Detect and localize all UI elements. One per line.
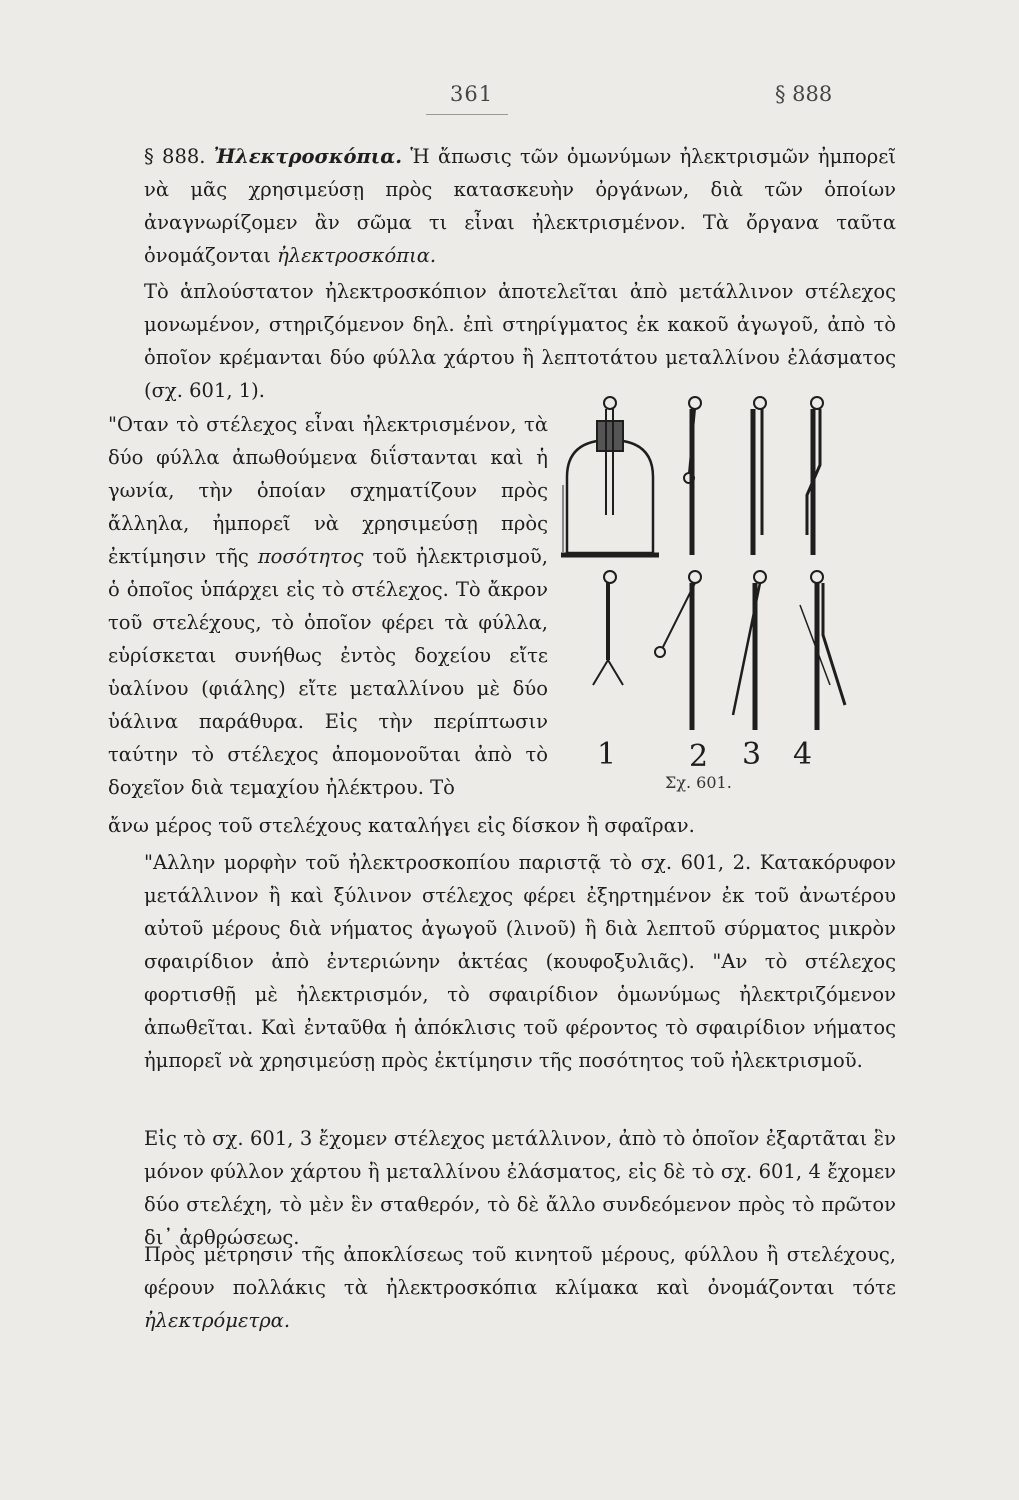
section-title: Ἠλεκτροσκόπια. bbox=[213, 145, 402, 168]
paragraph-stem-top: ἄνω μέρος τοῦ στελέχους καταλήγει εἰς δίσκον ἢ σφαῖραν. bbox=[108, 814, 695, 837]
intro-italic-term: ἠλεκτροσκόπια. bbox=[277, 244, 437, 267]
electroscope-3-charged bbox=[733, 571, 766, 730]
electroscope-4-jointed bbox=[807, 397, 823, 555]
electroscope-2-thread bbox=[684, 397, 701, 555]
figure-label-2: 2 bbox=[689, 739, 709, 774]
page-header bbox=[0, 78, 1019, 118]
paragraph-electrometers bbox=[108, 1238, 896, 1337]
figure-label-3: 3 bbox=[742, 737, 762, 772]
electroscope-4-charged bbox=[800, 571, 845, 730]
section-number: § 888. bbox=[144, 145, 206, 168]
page-number: 361 bbox=[450, 82, 494, 106]
section-reference: § 888 bbox=[775, 82, 833, 106]
paragraph-simple-electroscope: Τὸ ἁπλούστατον ἠλεκτροσκόπιον ἀποτελεῖται ἀπὸ μετάλλινον στέλεχος μονωμένον, στηριζόμενον δηλ. ἐπὶ στηρίγματος ἐκ κακοῦ ἀγωγοῦ, ἀπὸ τὸ ὁποῖον κρέμανται δύο φύλλα χάρτου ἢ λεπτοτάτου μεταλλίνου ἐλάσματος (σχ. 601, 1). bbox=[144, 280, 896, 402]
electrometer-text: Πρὸς μέτρησιν τῆς ἀποκλίσεως τοῦ κινητοῦ μέρους, φύλλου ἢ στελέχους, φέρουν πολλάκις τὰ ἠλεκτροσκόπια κλίμακα καὶ ὀνομάζονται τότε bbox=[144, 1243, 896, 1299]
electroscope-2-charged bbox=[655, 571, 701, 730]
figure-caption: Σχ. 601. bbox=[665, 773, 732, 792]
divergence-text-b: τοῦ ἠλεκτρισμοῦ, ὁ ὁποῖος ὑπάρχει εἰς τὸ στέλεχος. Τὸ ἄκρον τοῦ στελέχους, τὸ ὁποῖον φέρει τὰ φύλλα, εὑρίσκεται συνήθως ἐντὸς δοχείου εἴτε ὑαλίνου (φιάλης) εἴτε μεταλλίνου μὲ δύο ὑάλινα παράθυρα. Εἰς τὴν περίπτωσιν ταύτην τὸ στέλεχος ἀπομονοῦται ἀπὸ τὸ δοχεῖον διὰ τεμαχίου ἠλέκτρου. Τὸ bbox=[108, 545, 548, 799]
electroscope-1-charged bbox=[593, 571, 623, 685]
divergence-text-a: "Οταν τὸ στέλεχος εἶναι ἠλεκτρισμένον, τὰ δύο φύλλα ἀπωθούμενα διΐστανται καὶ ἡ γωνία, τὴν ὁποίαν σχηματίζουν πρὸς ἄλληλα, ἠμπορεῖ νὰ χρησιμεύσῃ πρὸς ἐκτίμησιν τῆς bbox=[108, 413, 548, 568]
figure-label-1: 1 bbox=[597, 737, 617, 772]
electroscope-drawings bbox=[555, 385, 875, 795]
figure-label-4: 4 bbox=[793, 737, 813, 772]
paragraph-leaves-divergence bbox=[108, 408, 548, 804]
figure-601 bbox=[555, 385, 875, 795]
intro-text: Ἡ ἄπωσις τῶν ὁμωνύμων ἠλεκτρισμῶν ἠμπορεῖ νὰ μᾶς χρησιμεύσῃ πρὸς κατασκευὴν ὀργάνων, διὰ τῶν ὁποίων ἀναγνωρίζομεν ἂν σῶμα τι εἶναι ἠλεκτρισμένον. Τὰ ὄργανα ταῦτα ὀνομάζονται bbox=[144, 145, 897, 267]
paragraph-fig-3-4: Εἰς τὸ σχ. 601, 3 ἔχομεν στέλεχος μετάλλινον, ἀπὸ τὸ ὁποῖον ἐξαρτᾶται ἓν μόνον φύλλον χάρτου ἢ μεταλλίνου ἐλάσματος, εἰς δὲ τὸ σχ. 601, 4 ἔχομεν δύο στελέχη, τὸ μὲν ἓν σταθερόν, τὸ δὲ ἄλλο συνδεόμενον πρὸς τὸ πρῶτον δι᾽ ἀρθρώσεως. bbox=[144, 1127, 896, 1249]
electroscope-3-single-leaf bbox=[753, 397, 766, 555]
electrometer-italic-term: ἠλεκτρόμετρα. bbox=[144, 1309, 291, 1332]
paragraph-pith-ball: "Αλλην μορφὴν τοῦ ἠλεκτροσκοπίου παριστᾷ τὸ σχ. 601, 2. Κατακόρυφον μετάλλινον ἢ καὶ ξύλινον στέλεχος φέρει ἐξηρτημένον ἐκ τοῦ ἀνωτέρου αὐτοῦ μέρους διὰ νήματος ἀγωγοῦ (λινοῦ) ἢ διὰ λεπτοῦ σύρματος μικρὸν σφαιρίδιον ἀπὸ ἐντεριώνην ἀκτέας (κουφοξυλιᾶς). "Αν τὸ στέλεχος φορτισθῇ μὲ ἠλεκτρισμόν, τὸ σφαιρίδιον ὁμωνύμως ἠλεκτριζόμενον ἀπωθεῖται. Καὶ ἐνταῦθα ἡ ἀπόκλισις τοῦ φέροντος τὸ σφαιρίδιον νήματος ἠμπορεῖ νὰ χρησιμεύσῃ πρὸς ἐκτίμησιν τῆς ποσότητος τοῦ ἠλεκτρισμοῦ. bbox=[144, 851, 896, 1072]
paragraph-intro bbox=[108, 140, 896, 272]
quantity-italic: ποσότητος bbox=[257, 545, 364, 568]
page-number-underline bbox=[426, 114, 508, 115]
electroscope-1-jar bbox=[561, 397, 659, 555]
